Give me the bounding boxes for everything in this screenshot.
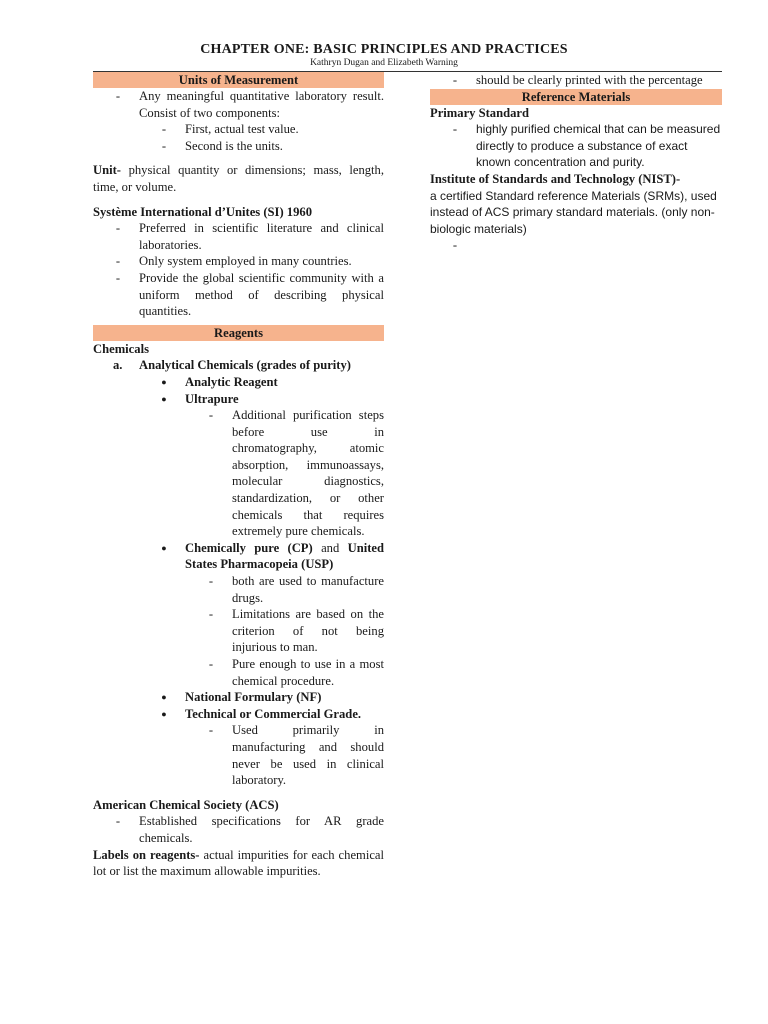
dash-marker: - bbox=[208, 408, 214, 423]
grade-label: United States Pharmacopeia (USP) bbox=[185, 540, 384, 572]
grade-detail-item bbox=[93, 656, 384, 689]
dash-marker: - bbox=[452, 73, 458, 87]
right-column bbox=[430, 72, 722, 253]
grade-detail-item bbox=[93, 606, 384, 656]
bullet-marker: ● bbox=[161, 393, 167, 404]
grade-detail-item bbox=[93, 573, 384, 606]
sub-list-item bbox=[93, 138, 384, 155]
grade-detail-item bbox=[93, 722, 384, 788]
chapter-title: CHAPTER ONE: BASIC PRINCIPLES AND PRACTICES bbox=[200, 42, 568, 57]
list-item-text: Limitations are based on the criterion of not being injurious to man. bbox=[232, 607, 384, 655]
list-item-text: both are used to manufacture drugs. bbox=[232, 574, 384, 605]
letter-marker: a. bbox=[113, 358, 123, 373]
list-item bbox=[430, 72, 722, 89]
left-column bbox=[93, 72, 384, 880]
labels-text: actual impurities for each chemical lot or list the maximum allowable impurities. bbox=[93, 847, 385, 879]
dash-marker: - bbox=[115, 270, 121, 285]
dash-marker: - bbox=[161, 122, 167, 137]
grade-item bbox=[93, 391, 384, 408]
list-item-text: Second is the units. bbox=[185, 138, 283, 153]
nist-title: Institute of Standards and Technology (NIST)- bbox=[430, 171, 681, 186]
grade-item bbox=[93, 374, 384, 391]
primary-standard-title: Primary Standard bbox=[430, 105, 529, 120]
dash-marker: - bbox=[208, 574, 214, 589]
unit-text: physical quantity or dimensions; mass, length, time, or volume. bbox=[93, 163, 384, 194]
dash-marker: - bbox=[208, 723, 214, 738]
labels-term: Labels on reagents- bbox=[93, 847, 200, 862]
grade-detail-item bbox=[93, 407, 384, 540]
dash-marker: - bbox=[115, 254, 121, 269]
list-item-text: Used primarily in manufacturing and should never be used in clinical laboratory. bbox=[232, 723, 384, 788]
dash-marker: - bbox=[208, 657, 214, 671]
list-item-text: Established specifications for AR grade chemicals. bbox=[139, 814, 384, 845]
authors-line: Kathryn Dugan and Elizabeth Warning bbox=[310, 58, 458, 68]
dash-marker: - bbox=[115, 814, 121, 829]
section-heading-reagents: Reagents bbox=[93, 325, 384, 341]
list-item bbox=[430, 121, 722, 171]
grade-item bbox=[93, 689, 384, 706]
dash-marker: - bbox=[115, 221, 121, 236]
grade-item bbox=[93, 540, 384, 573]
list-item-text: should be clearly printed with the percentage bbox=[476, 73, 703, 87]
list-item-text: First, actual test value. bbox=[185, 122, 299, 137]
grade-label: Analytic Reagent bbox=[185, 374, 278, 389]
labels-definition bbox=[93, 847, 384, 880]
bullet-marker: ● bbox=[161, 708, 167, 719]
list-item-text: Provide the global scientific community with a uniform method of describing physical quantities. bbox=[139, 270, 384, 319]
si-title: Système International d’Unites (SI) 1960 bbox=[93, 204, 312, 219]
list-item-text: Additional purification steps before use in chromatography, atomic absorption, immunoassays, molecular diagnostics, standardization, or other chemicals that requires extremely pure chemicals. bbox=[232, 408, 384, 539]
list-item-text: highly purified chemical that can be measured directly to produce a substance of exact known concentration and purity. bbox=[476, 122, 721, 170]
grade-label: Chemically pure (CP) bbox=[185, 540, 313, 555]
list-item bbox=[93, 270, 384, 320]
grade-label-cp-usp bbox=[185, 540, 384, 573]
unit-definition bbox=[93, 162, 384, 195]
dash-marker: - bbox=[115, 89, 121, 103]
list-item-text: Pure enough to use in a most chemical procedure. bbox=[232, 657, 384, 688]
sub-list-item bbox=[93, 121, 384, 138]
list-item-text: Only system employed in many countries. bbox=[139, 254, 352, 269]
acs-title: American Chemical Society (ACS) bbox=[93, 797, 279, 812]
ordered-item bbox=[93, 357, 384, 374]
section-heading-reference: Reference Materials bbox=[430, 89, 722, 105]
dash-marker: - bbox=[452, 238, 458, 253]
dash-marker: - bbox=[452, 122, 458, 137]
list-item-text: Any meaningful quantitative laboratory result. Consist of two components: bbox=[139, 89, 384, 120]
analytical-chemicals-title: Analytical Chemicals (grades of purity) bbox=[139, 358, 351, 373]
section-heading-units: Units of Measurement bbox=[93, 72, 384, 88]
list-item bbox=[93, 813, 384, 846]
dash-marker: - bbox=[161, 138, 167, 153]
list-item bbox=[93, 253, 384, 270]
conjunction-text: and bbox=[321, 540, 340, 555]
unit-term: Unit- bbox=[93, 163, 121, 178]
chemicals-label: Chemicals bbox=[93, 341, 149, 356]
bullet-marker: ● bbox=[161, 692, 167, 703]
dash-marker: - bbox=[208, 607, 214, 622]
grade-item bbox=[93, 706, 384, 723]
list-item bbox=[93, 220, 384, 253]
list-item-text: Preferred in scientific literature and clinical laboratories. bbox=[139, 221, 384, 252]
grade-label: Technical or Commercial Grade. bbox=[185, 706, 362, 721]
list-item bbox=[430, 237, 722, 253]
grade-label: National Formulary (NF) bbox=[185, 690, 322, 705]
bullet-marker: ● bbox=[161, 376, 167, 387]
nist-text: a certified Standard reference Materials (SRMs), used instead of ACS primary standard materials. (only non-biologic materials) bbox=[430, 188, 717, 236]
list-item bbox=[93, 88, 384, 121]
grade-label: Ultrapure bbox=[185, 391, 239, 406]
bullet-marker: ● bbox=[161, 542, 167, 553]
